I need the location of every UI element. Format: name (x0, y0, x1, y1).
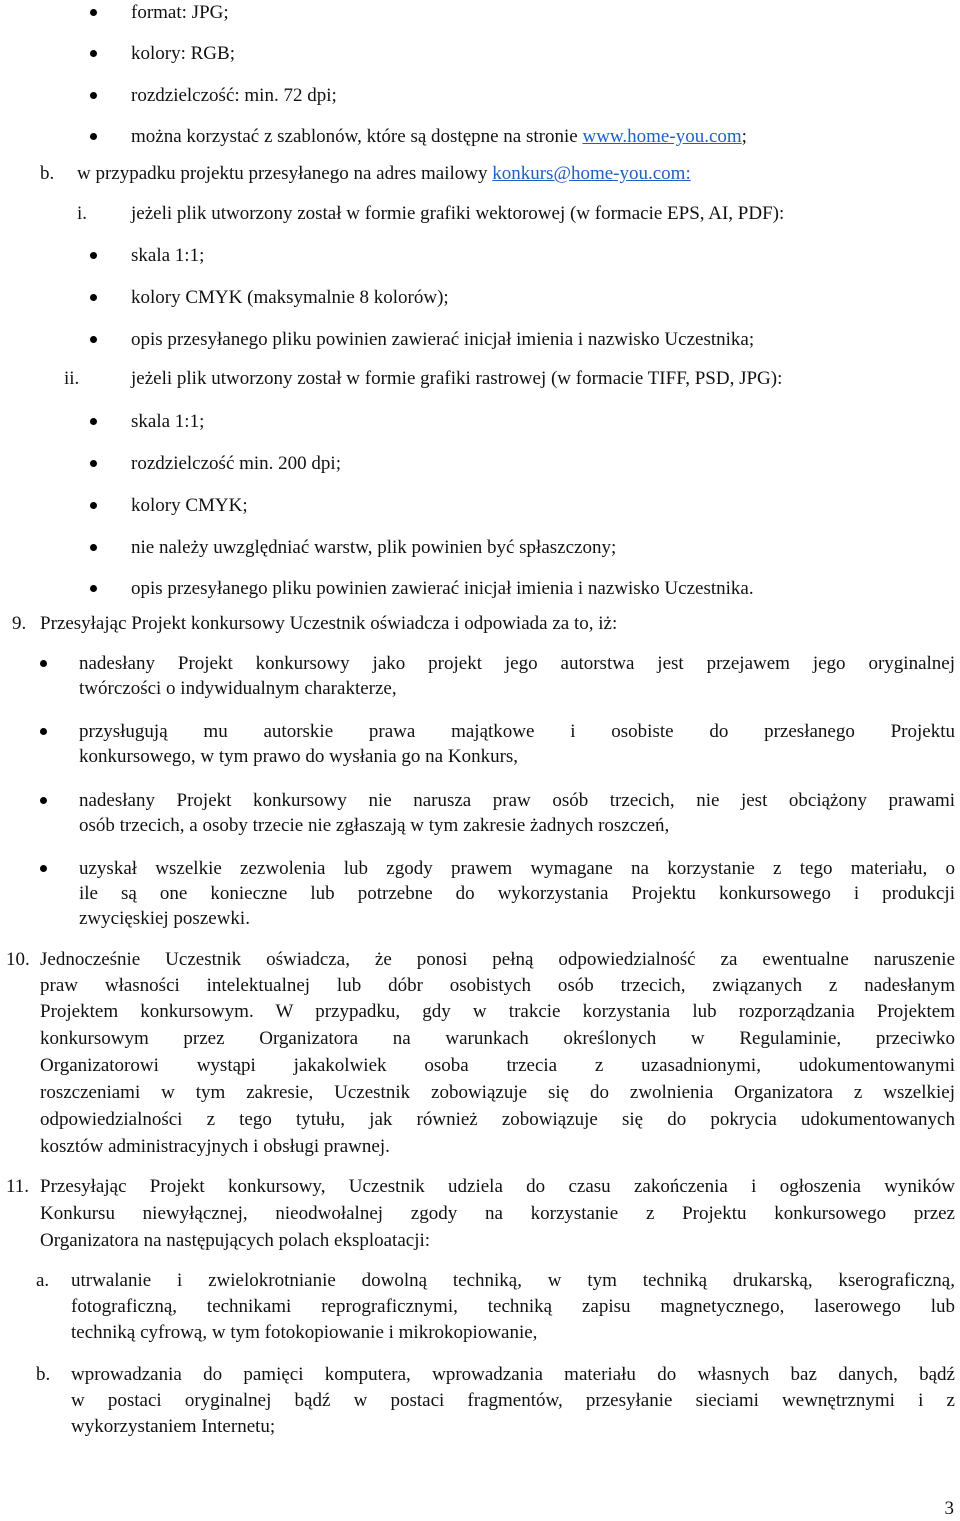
paragraph-line: wykorzystaniem Internetu; (71, 1416, 276, 1437)
list-item: kolory CMYK; (131, 495, 248, 516)
templates-suffix: ; (741, 126, 747, 147)
paragraph-line: w postaci oryginalnej bądź w postaci fragmentów, przesyłanie sieciami wewnętrznymi i z (71, 1390, 955, 1411)
paragraph-line: wprowadzania do pamięci komputera, wprowadzania materiału do własnych baz danych, bądź (71, 1364, 955, 1385)
list-item: skala 1:1; (131, 411, 205, 432)
bullet (40, 728, 47, 735)
bullet (90, 133, 97, 140)
vector-heading: jeżeli plik utworzony został w formie grafiki wektorowej (w formacie EPS, AI, PDF): (131, 203, 785, 224)
paragraph-line: Przesyłając Projekt konkursowy, Uczestnik udziela do czasu zakończenia i ogłoszenia wyników (40, 1176, 955, 1197)
paragraph-line: Jednocześnie Uczestnik oświadcza, że ponosi pełną odpowiedzialność za ewentualne naruszenie (40, 949, 955, 970)
paragraph-line: Konkursu niewyłącznej, nieodwołalnej zgody na korzystanie z Projektu konkursowego przez (40, 1203, 955, 1224)
bullet (90, 502, 97, 509)
paragraph-line: praw własności intelektualnej lub dóbr osobistych osób trzecich, związanych z nadesłanym (40, 975, 955, 996)
bullet (40, 865, 47, 872)
list-item: kolory: RGB; (131, 43, 235, 64)
bullet (90, 585, 97, 592)
list-item: opis przesyłanego pliku powinien zawierać inicjał imienia i nazwisko Uczestnika; (131, 329, 755, 350)
section-number: 11. (6, 1176, 30, 1197)
email-item (77, 162, 691, 186)
list-marker: b. (40, 163, 55, 184)
paragraph-line: Projektem konkursowym. W przypadku, gdy w trakcie korzystania lub rozporządzania Projektem (40, 1001, 955, 1022)
list-item-templates (131, 125, 747, 149)
list-item: nie należy uwzględniać warstw, plik powinien być spłaszczony; (131, 537, 617, 558)
paragraph-line: techniką cyfrową, w tym fotokopiowanie i mikrokopiowanie, (71, 1322, 538, 1343)
list-item: skala 1:1; (131, 245, 205, 266)
bullet (90, 460, 97, 467)
list-item: format: JPG; (131, 2, 229, 23)
list-marker: a. (36, 1270, 50, 1291)
paragraph-line: Organizatora na następujących polach eksploatacji: (40, 1230, 431, 1251)
page-number: 3 (944, 1498, 954, 1519)
section-number: 10. (6, 949, 30, 970)
paragraph-line: osób trzecich, a osoby trzecie nie zgłaszają w tym zakresie żadnych roszczeń, (79, 815, 670, 836)
bullet (90, 418, 97, 425)
bullet (90, 294, 97, 301)
raster-heading: jeżeli plik utworzony został w formie grafiki rastrowej (w formacie TIFF, PSD, JPG): (131, 368, 783, 389)
bullet (90, 50, 97, 57)
paragraph-line: fotograficzną, technikami reprograficznymi, techniką zapisu magnetycznego, laserowego lub (71, 1296, 955, 1317)
paragraph-line: odpowiedzialności z tego tytułu, jak również zobowiązuje się do pokrycia udokumentowanych (40, 1109, 955, 1130)
list-item: rozdzielczość: min. 72 dpi; (131, 85, 337, 106)
section-heading: Przesyłając Projekt konkursowy Uczestnik oświadcza i odpowiada za to, iż: (40, 613, 618, 634)
paragraph-line: zwycięskiej poszewki. (79, 908, 250, 929)
list-item: kolory CMYK (maksymalnie 8 kolorów); (131, 287, 449, 308)
paragraph-line: uzyskał wszelkie zezwolenia lub zgody prawem wymagane na korzystanie z tego materiału, o (79, 858, 955, 879)
bullet (90, 9, 97, 16)
email-link[interactable]: konkurs@home-you.com: (492, 163, 691, 184)
list-item: opis przesyłanego pliku powinien zawierać inicjał imienia i nazwisko Uczestnika. (131, 578, 754, 599)
paragraph-line: twórczości o indywidualnym charakterze, (79, 678, 397, 699)
paragraph-line: nadesłany Projekt konkursowy jako projekt jego autorstwa jest przejawem jego oryginalnej (79, 653, 955, 674)
website-link[interactable]: www.home-you.com (582, 126, 742, 147)
paragraph-line: przysługują mu autorskie prawa majątkowe i osobiste do przesłanego Projektu (79, 721, 955, 742)
paragraph-line: roszczeniami w tym zakresie, Uczestnik zobowiązuje się do zwolnienia Organizatora z wszelkiej (40, 1082, 955, 1103)
bullet (90, 92, 97, 99)
bullet (40, 660, 47, 667)
list-item: rozdzielczość min. 200 dpi; (131, 453, 341, 474)
bullet (40, 797, 47, 804)
paragraph-line: nadesłany Projekt konkursowy nie narusza praw osób trzecich, nie jest obciążony prawami (79, 790, 955, 811)
list-marker: b. (36, 1364, 51, 1385)
email-item-text: w przypadku projektu przesyłanego na adres mailowy (77, 163, 493, 184)
bullet (90, 336, 97, 343)
bullet (90, 252, 97, 259)
paragraph-line: ile są one konieczne lub potrzebne do wykorzystania Projektu konkursowego i produkcji (79, 883, 955, 904)
paragraph-line: konkursowego, w tym prawo do wysłania go na Konkurs, (79, 746, 519, 767)
templates-text: można korzystać z szablonów, które są dostępne na stronie (131, 126, 583, 147)
paragraph-line: kosztów administracyjnych i obsługi prawnej. (40, 1136, 390, 1157)
paragraph-line: Organizatorowi wystąpi jakakolwiek osoba trzecia z uzasadnionymi, udokumentowanymi (40, 1055, 955, 1076)
list-marker: i. (77, 203, 88, 224)
section-number: 9. (12, 613, 27, 634)
list-marker: ii. (64, 368, 80, 389)
paragraph-line: utrwalanie i zwielokrotnianie dowolną techniką, w tym techniką drukarską, kserograficzną, (71, 1270, 955, 1291)
bullet (90, 544, 97, 551)
paragraph-line: konkursowym przez Organizatora na warunkach określonych w Regulaminie, przeciwko (40, 1028, 955, 1049)
